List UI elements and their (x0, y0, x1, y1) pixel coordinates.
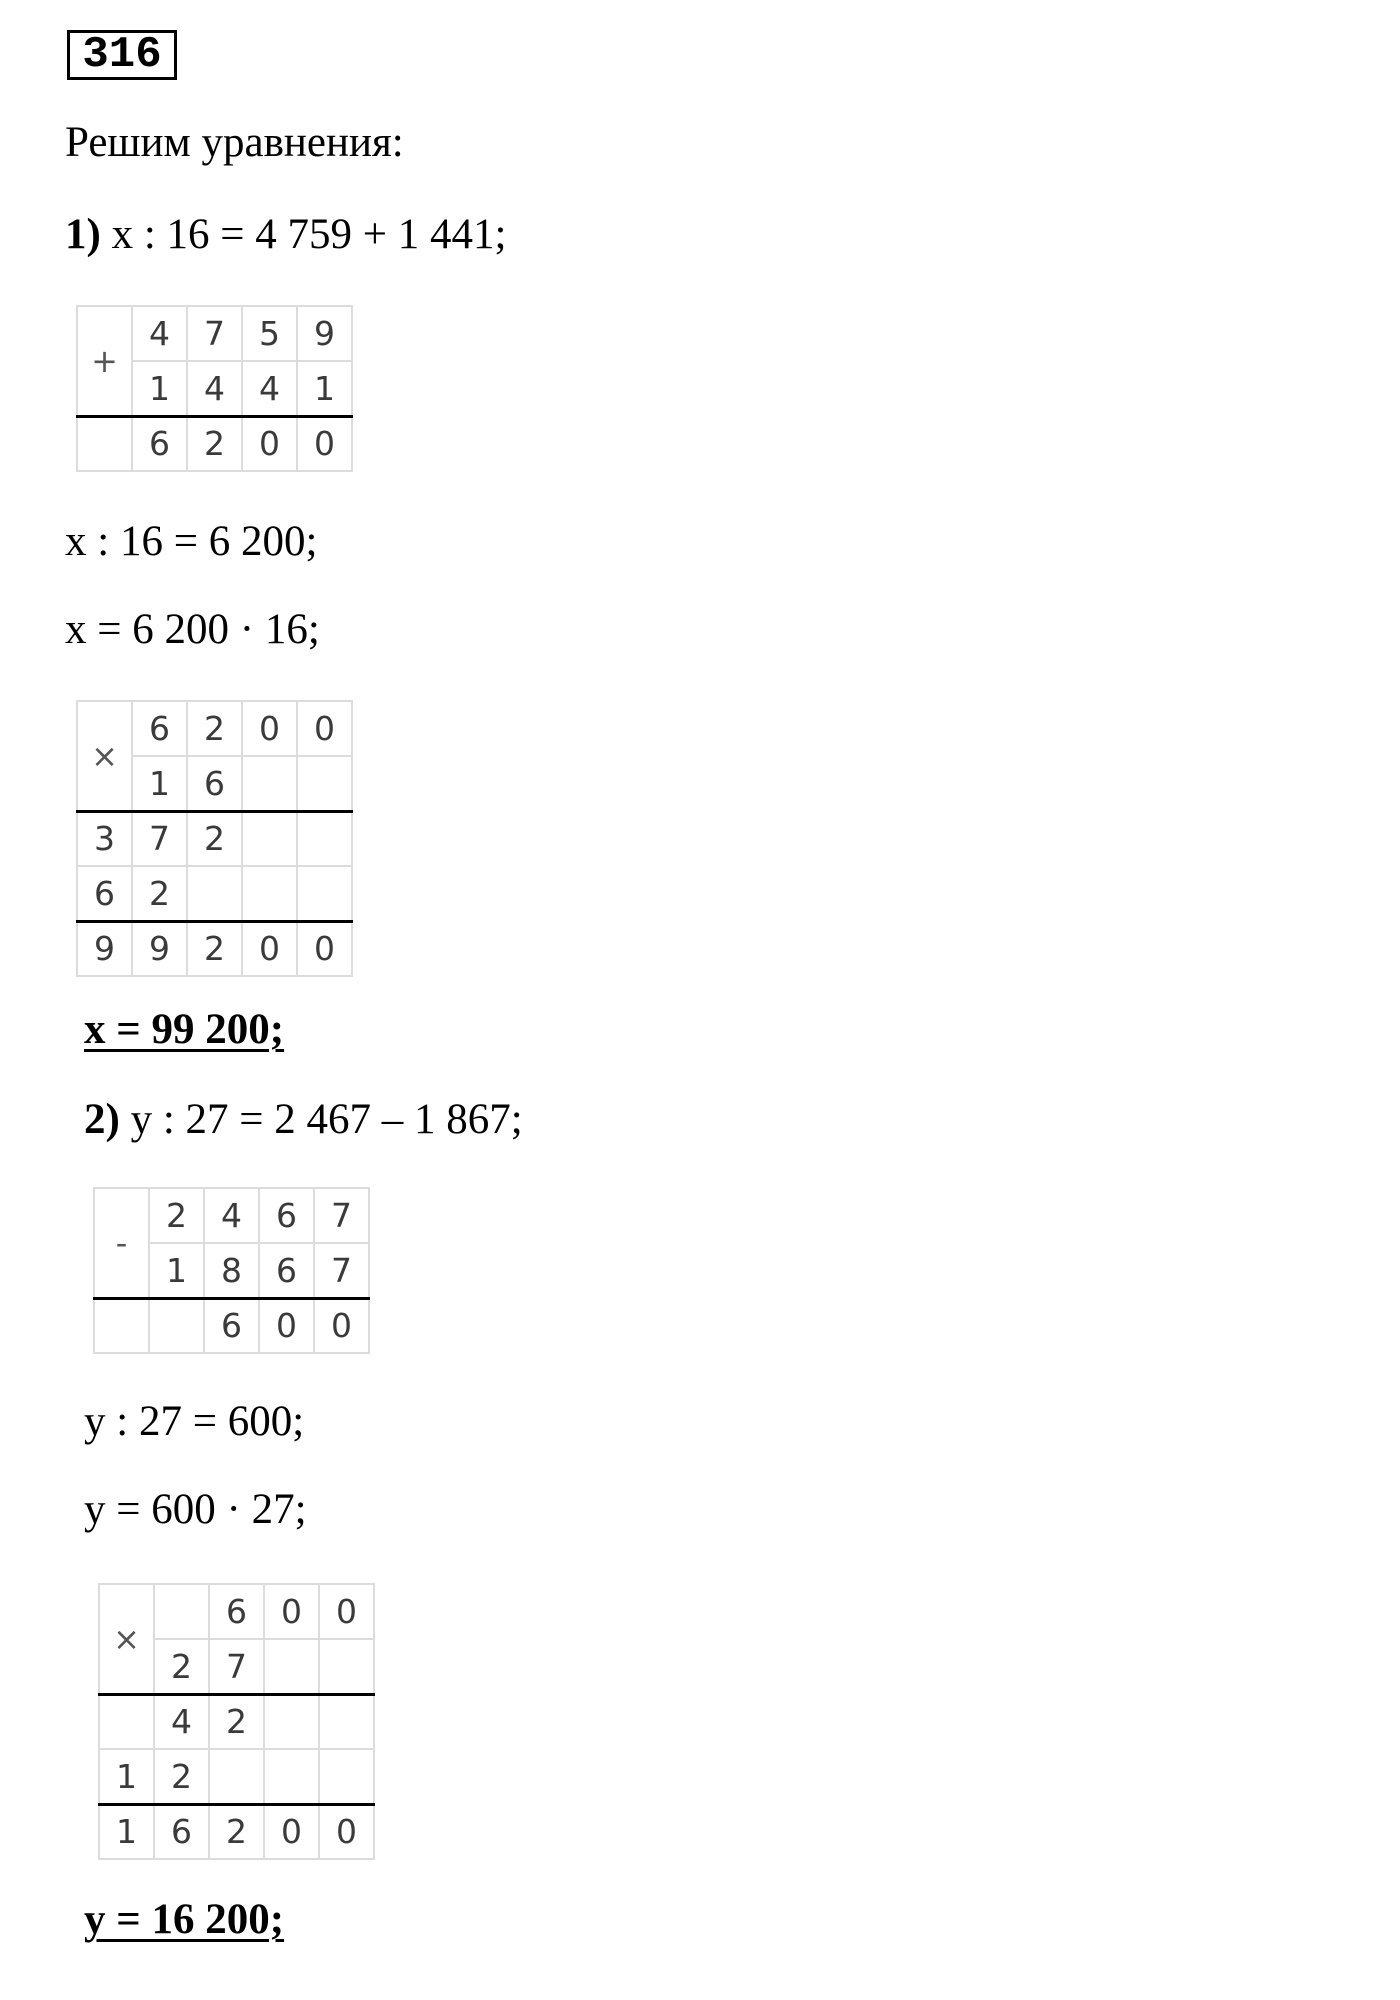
partial-digit: 3 (77, 811, 132, 866)
empty-cell (154, 1584, 209, 1639)
add-digit: 9 (297, 306, 352, 361)
mul-digit: 6 (132, 701, 187, 756)
plus-sign: + (77, 306, 132, 416)
sub-digit: 6 (259, 1188, 314, 1243)
part2-equation: y : 27 = 2 467 – 1 867; (130, 1096, 523, 1143)
part1-addition-table (76, 305, 353, 472)
empty-cell (297, 756, 352, 811)
mul-digit: 0 (264, 1584, 319, 1639)
part2-step1: y : 27 = 600; (84, 1398, 305, 1445)
empty-cell (149, 1298, 204, 1353)
difference-digit: 6 (204, 1298, 259, 1353)
empty-cell (242, 756, 297, 811)
add-digit: 4 (187, 361, 242, 416)
product-digit: 9 (77, 921, 132, 976)
part1-answer: x = 99 200; (84, 1006, 285, 1053)
add-digit: 1 (132, 361, 187, 416)
add-digit: 7 (187, 306, 242, 361)
product-digit: 2 (209, 1804, 264, 1859)
empty-cell (264, 1694, 319, 1749)
intro-text: Решим уравнения: (65, 119, 404, 166)
empty-cell (77, 416, 132, 471)
add-digit: 1 (297, 361, 352, 416)
sub-digit: 1 (149, 1243, 204, 1298)
empty-cell (94, 1298, 149, 1353)
times-sign: × (77, 701, 132, 811)
minus-sign: - (94, 1188, 149, 1298)
mul-digit: 2 (154, 1639, 209, 1694)
product-digit: 0 (242, 921, 297, 976)
empty-cell (209, 1749, 264, 1804)
sub-digit: 7 (314, 1188, 369, 1243)
sub-digit: 7 (314, 1243, 369, 1298)
part2-subtraction-table (93, 1187, 370, 1354)
product-digit: 0 (264, 1804, 319, 1859)
empty-cell (319, 1694, 374, 1749)
partial-digit: 7 (132, 811, 187, 866)
sub-digit: 6 (259, 1243, 314, 1298)
mul-digit: 2 (187, 701, 242, 756)
mul-digit: 6 (187, 756, 242, 811)
part2-equation-line (84, 1095, 523, 1145)
add-digit: 4 (132, 306, 187, 361)
mul-digit: 1 (132, 756, 187, 811)
empty-cell (99, 1694, 154, 1749)
sub-digit: 8 (204, 1243, 259, 1298)
sum-digit: 0 (242, 416, 297, 471)
add-digit: 4 (242, 361, 297, 416)
partial-digit: 4 (154, 1694, 209, 1749)
exercise-number: 316 (67, 30, 177, 80)
difference-digit: 0 (314, 1298, 369, 1353)
empty-cell (187, 866, 242, 921)
empty-cell (297, 811, 352, 866)
empty-cell (264, 1639, 319, 1694)
product-digit: 2 (187, 921, 242, 976)
mul-digit: 0 (242, 701, 297, 756)
partial-digit: 2 (154, 1749, 209, 1804)
sum-digit: 2 (187, 416, 242, 471)
empty-cell (264, 1749, 319, 1804)
part2-label: 2) (84, 1096, 120, 1143)
part1-step2: x = 6 200 · 16; (65, 606, 320, 653)
part1-equation-line (65, 210, 506, 260)
product-digit: 9 (132, 921, 187, 976)
part1-multiplication-table (76, 700, 353, 977)
sum-digit: 6 (132, 416, 187, 471)
part1-equation: x : 16 = 4 759 + 1 441; (111, 211, 507, 258)
sub-digit: 4 (204, 1188, 259, 1243)
empty-cell (319, 1749, 374, 1804)
part1-step1: x : 16 = 6 200; (65, 518, 318, 565)
difference-digit: 0 (259, 1298, 314, 1353)
empty-cell (242, 811, 297, 866)
mul-digit: 6 (209, 1584, 264, 1639)
product-digit: 1 (99, 1804, 154, 1859)
mul-digit: 7 (209, 1639, 264, 1694)
part2-multiplication-table (98, 1583, 375, 1860)
partial-digit: 2 (132, 866, 187, 921)
add-digit: 5 (242, 306, 297, 361)
part1-label: 1) (65, 211, 101, 258)
mul-digit: 0 (297, 701, 352, 756)
empty-cell (242, 866, 297, 921)
partial-digit: 6 (77, 866, 132, 921)
empty-cell (297, 866, 352, 921)
partial-digit: 1 (99, 1749, 154, 1804)
product-digit: 6 (154, 1804, 209, 1859)
partial-digit: 2 (187, 811, 242, 866)
mul-digit: 0 (319, 1584, 374, 1639)
sum-digit: 0 (297, 416, 352, 471)
product-digit: 0 (297, 921, 352, 976)
times-sign: × (99, 1584, 154, 1694)
partial-digit: 2 (209, 1694, 264, 1749)
part2-step2: y = 600 · 27; (84, 1486, 307, 1533)
empty-cell (319, 1639, 374, 1694)
sub-digit: 2 (149, 1188, 204, 1243)
product-digit: 0 (319, 1804, 374, 1859)
part2-answer: y = 16 200; (84, 1896, 285, 1943)
